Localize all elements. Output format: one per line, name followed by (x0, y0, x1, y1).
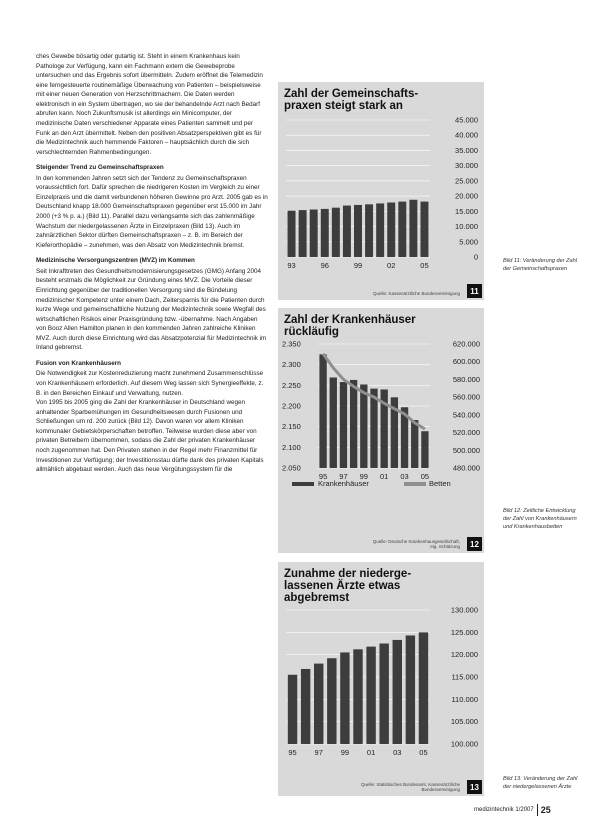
y-tick-label-right: 500.000 (452, 445, 480, 455)
bar (319, 354, 326, 468)
y-tick-label: 2.050 (282, 463, 301, 473)
bar (310, 210, 318, 257)
bar (393, 640, 402, 744)
figure-number-badge: 11 (467, 284, 482, 298)
y-tick-label-right: 560.000 (452, 392, 480, 402)
chart-title-line: abgebremst (284, 592, 350, 605)
bar (360, 385, 367, 468)
chart-source-line: Quelle: Deutsche Krankenhausgesellschaft, (372, 539, 460, 544)
figure-number-badge: 13 (467, 780, 482, 794)
bar (398, 202, 406, 257)
x-tick-label: 05 (420, 472, 430, 482)
bar (406, 636, 415, 745)
chart-title-line: praxen steigt stark an (284, 100, 403, 113)
bar (365, 204, 373, 257)
article-text (36, 52, 268, 475)
footer-divider (537, 804, 538, 816)
y-tick-label-right: 600.000 (452, 357, 480, 367)
paragraph: In den kommenden Jahren setzt sich der Tendenz zu Gemeinschaftspraxen voraussichtlich fort. Dafür sprechen die niedrigeren Kosten im Vergleich zu einer Einzelpraxis und die damit verbundenen höheren Gewinne pro Arzt. 2005 gab es in Deutschland knapp 18.000 Gemeinschaftspraxen gegenüber erst 15.000 im Jahr 2000 (+3 % p. a.) (Bild 11). Parallel dazu verlangsamte sich das zahlenmäßige Wachstum der niedergelassenen Ärzte in Einzelpraxen (Bild 13). Auch im zahnärztlichen Sektor dürften Gemeinschaftspraxen – z. B. im Bereich der Kieferorthopädie – zunehmen, was den Absatz von Medizintechnik bremst. (36, 174, 268, 249)
bar (370, 389, 377, 468)
x-tick-label: 03 (400, 472, 409, 482)
bar (330, 378, 337, 469)
bar (321, 209, 329, 257)
x-tick-label: 01 (380, 472, 389, 482)
y-tick-label-right: 580.000 (452, 375, 480, 385)
y-tick-label-right: 520.000 (452, 428, 480, 438)
chart-source: Quelle: Kassenärztliche Bundesvereinigung (372, 291, 460, 296)
chart-title-line: Zunahme der niederge- (284, 568, 412, 580)
y-tick-label: 45.000 (455, 115, 478, 125)
section-heading: Medizinische Versorgungszentren (MVZ) im Kommen (36, 257, 195, 265)
y-tick-label: 115.000 (451, 672, 478, 682)
x-tick-label: 02 (387, 261, 396, 271)
journal-name: medizintechnik 1/2007 (474, 807, 534, 813)
figure-caption: Bild 13: Veränderung der Zahl der niedergelassenen Ärzte (503, 776, 578, 790)
chart-title-line: Zahl der Gemeinschafts- (284, 88, 419, 100)
chart-title-line: lassenen Ärzte etwas (284, 580, 401, 593)
y-tick-label: 2.200 (282, 401, 301, 411)
y-tick-label-right: 540.000 (452, 410, 480, 420)
x-tick-label: 99 (340, 748, 350, 758)
x-tick-label: 99 (359, 472, 368, 482)
y-tick-label: 130.000 (450, 605, 478, 615)
bar (379, 644, 388, 745)
y-tick-label: 5.000 (459, 237, 478, 247)
section-heading: Fusion von Krankenhäusern (36, 359, 122, 367)
y-tick-label: 2.250 (282, 380, 301, 390)
x-tick-label: 95 (318, 472, 328, 482)
chart-source (290, 539, 460, 549)
y-tick-label: 15.000 (455, 206, 478, 216)
y-tick-label: 125.000 (450, 628, 478, 638)
page-footer (474, 804, 551, 816)
y-tick-label: 25.000 (455, 176, 478, 186)
chart-gemeinschaftspraxen (278, 112, 484, 292)
x-tick-label: 03 (393, 748, 402, 758)
chart-title (278, 82, 484, 112)
figure-13-panel (278, 562, 484, 796)
paragraph: ches Gewebe bösartig oder gutartig ist. Steht in einem Krankenhaus kein Pathologe zur Verfügung, kann ein Fachmann extern die Gewebeprobe untersuchen und das Ergebnis sofort übermitteln. Zudem eröffnet die Telemedizin eine ferngesteuerte routinemäßige Überwachung von Patienten – beispielsweise mit einer neuen Generation von Herzschrittmachern. Die Daten werden elektronisch in ein System übertragen, wo sie der behandelnde Arzt nach Bedarf abrufen kann. Noch Zukunftsmusik ist allerdings ein Minicomputer, der medizinische Daten verschiedener Apparate eines Patienten sammelt und per Funk an den Arzt übermittelt. Neben den positiven Absatzperspektiven gibt es für die Medizintechnik auch hemmende Faktoren – hauptsächlich durch die sich verschlechternden Rahmenbedingungen. (36, 53, 263, 156)
chart-title (278, 562, 484, 604)
x-tick-label: 95 (288, 748, 297, 758)
figure-12-panel (278, 308, 484, 553)
bar (299, 210, 307, 257)
legend-swatch-betten (404, 482, 426, 486)
chart-source-line: Quelle: Statistisches Bundesamt, Kassenärztliche (360, 782, 460, 787)
figure-number-badge: 12 (467, 537, 482, 551)
bar (332, 208, 340, 257)
bar (353, 649, 362, 744)
bar (354, 205, 362, 257)
bar (366, 647, 375, 744)
x-tick-label: 05 (419, 748, 428, 758)
legend-label: Krankenhäuser (318, 479, 369, 489)
y-tick-label: 2.300 (282, 360, 301, 370)
figure-caption: Bild 11: Veränderung der Zahl der Gemeinschaftspraxen (503, 258, 578, 272)
y-tick-label: 120.000 (450, 650, 478, 660)
section-heading: Steigender Trend zu Gemeinschaftspraxen (36, 164, 164, 172)
chart-niedergelassene-aerzte (278, 604, 484, 789)
x-tick-label: 05 (420, 261, 429, 271)
bar (288, 211, 296, 257)
bar (387, 203, 395, 257)
y-tick-label: 0 (473, 252, 478, 262)
y-tick-label: 35.000 (455, 146, 478, 156)
chart-source (285, 782, 460, 792)
figure-11-panel (278, 82, 484, 300)
x-tick-label: 01 (366, 748, 376, 758)
x-tick-label: 93 (287, 261, 296, 271)
bar (350, 380, 357, 468)
page-number: 25 (540, 805, 551, 815)
legend-label: Betten (429, 479, 451, 489)
x-tick-label: 97 (339, 472, 348, 482)
chart-title-line: rückläufig (284, 326, 339, 339)
y-tick-label: 100.000 (450, 739, 478, 749)
bar (314, 664, 323, 744)
bar (343, 206, 351, 257)
y-tick-label: 40.000 (455, 130, 478, 140)
figure-caption: Bild 12: Zeitliche Entwicklung der Zahl von Krankenhäusern und Krankenhausbetten (503, 508, 577, 530)
chart-krankenhaeuser (278, 338, 484, 538)
x-tick-label: 96 (320, 261, 329, 271)
bar (420, 202, 428, 257)
bar (419, 633, 428, 745)
chart-source-line: eig. Schätzung (430, 544, 460, 549)
paragraph: Von 1995 bis 2005 ging die Zahl der Krankenhäuser in Deutschland wegen anhaltender Sparbemühungen im Gesundheitswesen durch Fusionen und Schließungen um rd. 200 zurück (Bild 12). Davon waren vor allem Kliniken kommunaler Gebietskörperschaften betroffen. Teilweise wurden diese aber von privaten Betreibern übernommen, sodass die Zahl der privaten Krankenhäuser noch zugenommen hat. Den Privaten stehen in der Regel mehr Finanzmittel für Investitionen zur Verfügung; der Investitionsstau dürfte dank des privaten Kapitals allmählich abgebaut werden. Auch das neue Vergütungssystem für die (36, 399, 264, 474)
bar (411, 420, 418, 468)
bar (421, 431, 428, 468)
x-tick-label: 97 (314, 748, 323, 758)
chart-title-line: Zahl der Krankenhäuser (284, 314, 416, 326)
bar (327, 658, 336, 744)
bar (340, 382, 347, 468)
bar (301, 669, 310, 744)
bar (376, 204, 384, 258)
y-tick-label: 110.000 (451, 695, 478, 705)
y-tick-label: 2.350 (282, 339, 301, 349)
y-tick-label: 30.000 (455, 161, 478, 171)
y-tick-label: 2.100 (282, 442, 301, 452)
y-tick-label: 2.150 (282, 422, 301, 432)
bar (409, 200, 417, 257)
y-tick-label-right: 480.000 (452, 463, 480, 473)
y-tick-label: 105.000 (450, 717, 478, 727)
chart-source-line: Bundesvereinigung (421, 787, 460, 792)
y-tick-label: 20.000 (455, 191, 478, 201)
y-tick-label: 10.000 (455, 222, 478, 232)
paragraph: Die Notwendigkeit zur Kostenreduzierung macht zunehmend Zusammenschlüsse von Krankenhäusern erforderlich. Auf diesem Weg lassen sich Synergieeffekte, z. B. in den Bereichen Einkauf und Verwaltung, nutzen. (36, 370, 264, 397)
x-tick-label: 99 (353, 261, 363, 271)
chart-title (278, 308, 484, 338)
y-tick-label-right: 620.000 (452, 339, 480, 349)
bar (340, 653, 349, 745)
bar (288, 675, 297, 744)
legend-swatch-krankenhaeuser (292, 482, 314, 486)
paragraph: Seit Inkrafttreten des Gesundheitsmodernisierungsgesetzes (GMG) Anfang 2004 besteht erstmals die Möglichkeit zur Gründung eines MVZ. Die Vorteile dieser Einrichtung gegenüber der traditionellen Versorgung sind die Bündelung medizinischer Kompetenz unter einem Dach, Zeitersparnis für die Patienten durch kurze Wege und gemeinschaftliche Nutzung der Medizintechnik sowie Wegfall des wirtschaftlichen Risikos einer Praxisgründung bzw. -übernahme. Nach Angaben von Booz Allen Hamilton planen in den kommenden Jahren zahlreiche Kliniken MVZ. Auch durch diese Einrichtung wird das Absatzpotenzial für Medizintechnik im Inland gebremst. (36, 267, 267, 352)
